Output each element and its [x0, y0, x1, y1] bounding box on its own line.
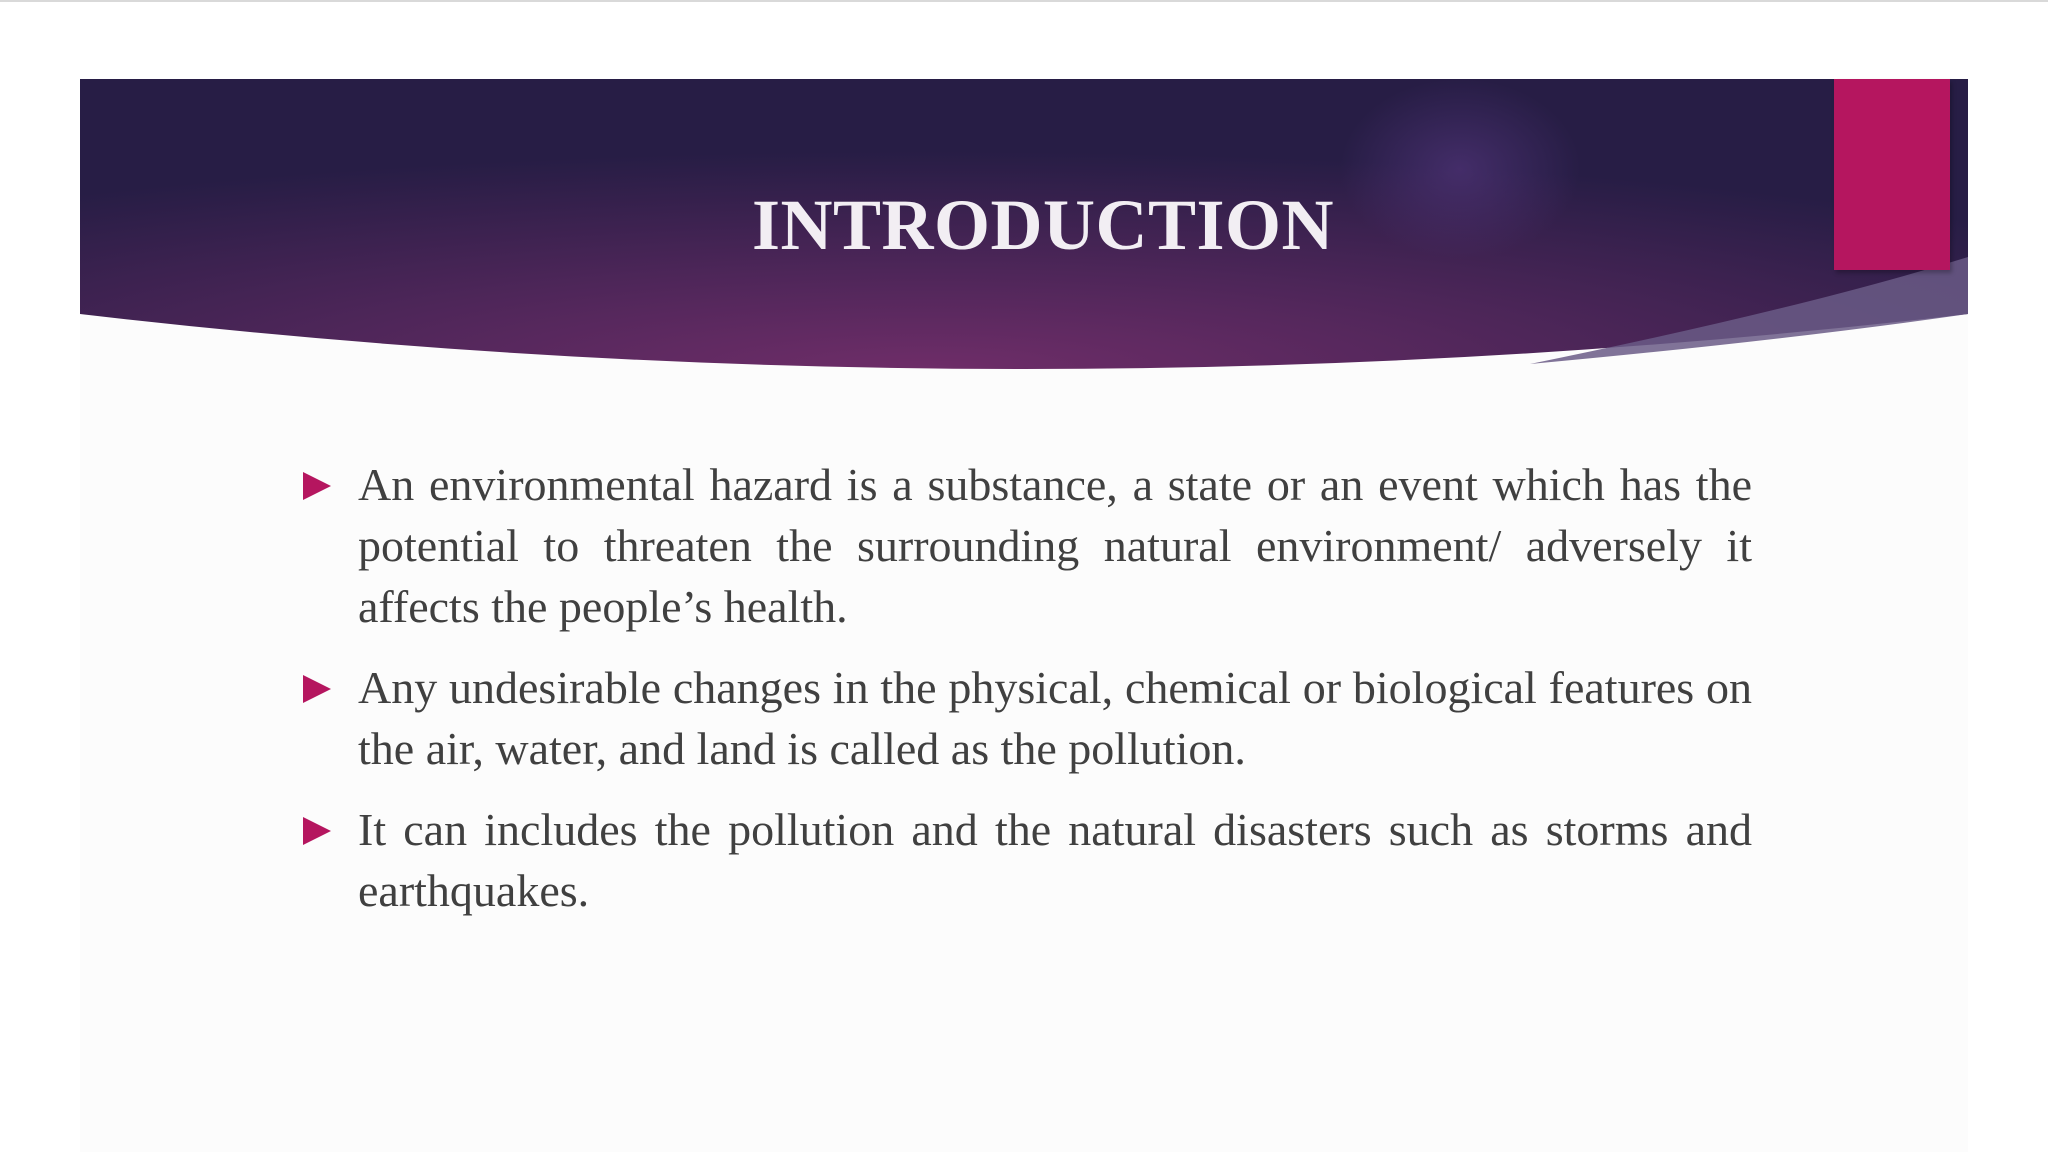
- slide-title: INTRODUCTION: [751, 185, 1335, 265]
- bullet-text: Any undesirable changes in the physical, chemical or biological features on the air, water, and land is called as the pollution.: [358, 662, 1752, 774]
- right-triangle-icon: [303, 675, 331, 703]
- right-triangle-icon: [303, 472, 331, 500]
- bullet-item: [300, 799, 1752, 921]
- top-divider: [0, 0, 2048, 2]
- bullet-item: [300, 657, 1752, 779]
- right-triangle-icon: [303, 817, 331, 845]
- bullet-text: It can includes the pollution and the natural disasters such as storms and earthquakes.: [358, 804, 1752, 916]
- bullet-item: [300, 454, 1752, 637]
- bullet-list: [300, 454, 1752, 941]
- bullet-text: An environmental hazard is a substance, a state or an event which has the potential to threaten the surrounding natural environment/ adversely it affects the people’s health.: [358, 459, 1752, 632]
